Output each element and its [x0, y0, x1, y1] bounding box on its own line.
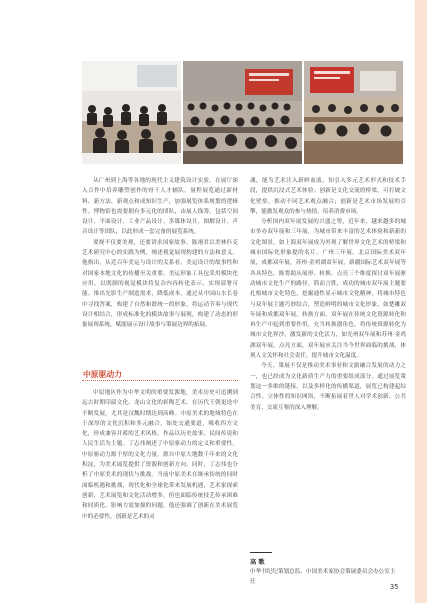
- author-name: 高 歌: [250, 559, 265, 566]
- section-heading-label: 中原驱动力: [83, 369, 126, 380]
- article-left-column: [82, 176, 238, 330]
- article-left-column-lower: [82, 388, 238, 522]
- classroom-photo-left: [82, 61, 181, 164]
- article-right-column: [250, 176, 406, 413]
- article-paragraph: 中原地区作为中华文明的重要发源地，美术历史可追溯到远古时期印韶文化、龙山文化的彩陶艺术。在历代王朝更迭中不断发展，尤其是汉魏时期达到高峰。中原美术的地域特色在于深厚的文化沉积和多元融合，始处交通要道，吸收四方文化，形成兼容并蓄的艺术风格。作品以历史故事、民间传说和人民生活为主题。丁志伟阐述了中原驱动力的定义和重要性。中原驱动力源于厚的文化力量。源自中原大地数千年来的文化积淀，为美术展览提供了资源和创新方向。同时，丁志伟也分析了中原美术的现状与挑战。当前中原美术在继承传统的同时面临机遇和挑战，现代化和全球化带来发展机遇，艺术家探索创新，艺术展览和文化活动增多，但也面临传统技艺传承困难和同质化、影响力需加强的问题。他还强调了创新在美术展览中的必要性，创新是艺术的灵: [82, 390, 238, 520]
- article-paragraph: 要规不仅要美观，还要讲求国家故事。陈翊君以美林匹克艺术研究中心的实践为例，阐述视觉展现构建的方法和意义。他指出，从近百年美运与设计的关系看，美运设计的故事性和对国家本地文化的传播至关重要。美运形象工具包采用模块化应用，以既制的视觉模块将复杂内容转化表示，实现部署可能。推出光影生产制造需求，降低成本。通过从中国山水长卷中寻找答案，构建了自然和谐统一的形象，将运动节奏与现代设计相结合，形成标准化的模块故事与展现，构建了动态的形象展现系统，赋能展示设计故事与策展边界的拓展。: [82, 239, 238, 329]
- article-paragraph: 今天，策展不仅是推动美术事业和文旅融合发展的动力之一，也已经成为文化新质生产力的重要组成部分。通过展览策划这一多维的链接，以及多样化的传播渠道，展览已构建起综合性、立体性的知识网络，不断拓展着世人对学术创新、公共美育、交流互鉴的深入理解。: [250, 363, 406, 411]
- section-heading: [82, 369, 238, 383]
- training-session-photo-right: [304, 61, 403, 164]
- decorative-side-band: [415, 0, 427, 603]
- author-divider: [250, 552, 272, 553]
- section-heading-rule: [82, 380, 238, 381]
- page-number: 35: [390, 583, 399, 591]
- lecture-hall-photo-center: [183, 61, 302, 164]
- article-paragraph: 分析国内双年展发展的兴盛之势，近年来，越来越多的城市举办双年展和三年展，为城市带来丰富的艺术体验和新新的文化图景，如上海双年展成为外现了解世界文化艺术的桥梁和城市国际化形象提的名片，广州三年展，北京国际美术双年展，成都双年展，苏州·金鸡湖双年展，新疆国际艺术双年展等各具特色。陈鲁助从展形、转换、点亮三个维度探讨双年展驱动城市文化生产的路径，简而言胜，成功的城市双年展主题要扎根城市文化特色，挖掘通性显示城市文化精神，将城市特色与双年展主题巧妙结合，塑造鲜明的城市文化形象，如楚雕双年展和成都双年展。转换方面，双年展在传统文化资源转化和再生产中起到重要作用，充当转换器角色，将传统资源转化为城市文化界沙，激发新的文化活力，如光州双年展和苏州·金鸡湖双年展。点亮方面，双年展应关注当今世界面临的挑战，体现人文关怀和社会责任，提升城市文化温度。: [250, 219, 406, 360]
- article-paragraph: 魂，能为艺术注入新鲜血液，知引入多元艺术形式和技术手段，提供沉浸式艺术体验；创新是文化交流的桥梁，可打破文化壁垒，推动不同艺术观点融合；创新是艺术市场发展的引擎，能激发观众的参与热情，培养消费市场。: [250, 178, 406, 215]
- article-paragraph: 从广州到上海等各地的现代主义建筑设计实验。在展厅深入合作中培养雕塑创作的骨干人才辅队，量程展览通过新材料、新方法、新观点和成知识生产，加强展览体系规划的逻辑性。博物馆也需要拥有多元化的团队，由展人线筹，包括空间设计、平面设计、工业产品设计、多媒体设计、图解设计、声音设计等团队，以此形成一套完备的展览系统。: [82, 178, 238, 236]
- author-bio: 中华书纪纪策划总监、中国美术家协会策展委员会办公室主任: [250, 569, 396, 585]
